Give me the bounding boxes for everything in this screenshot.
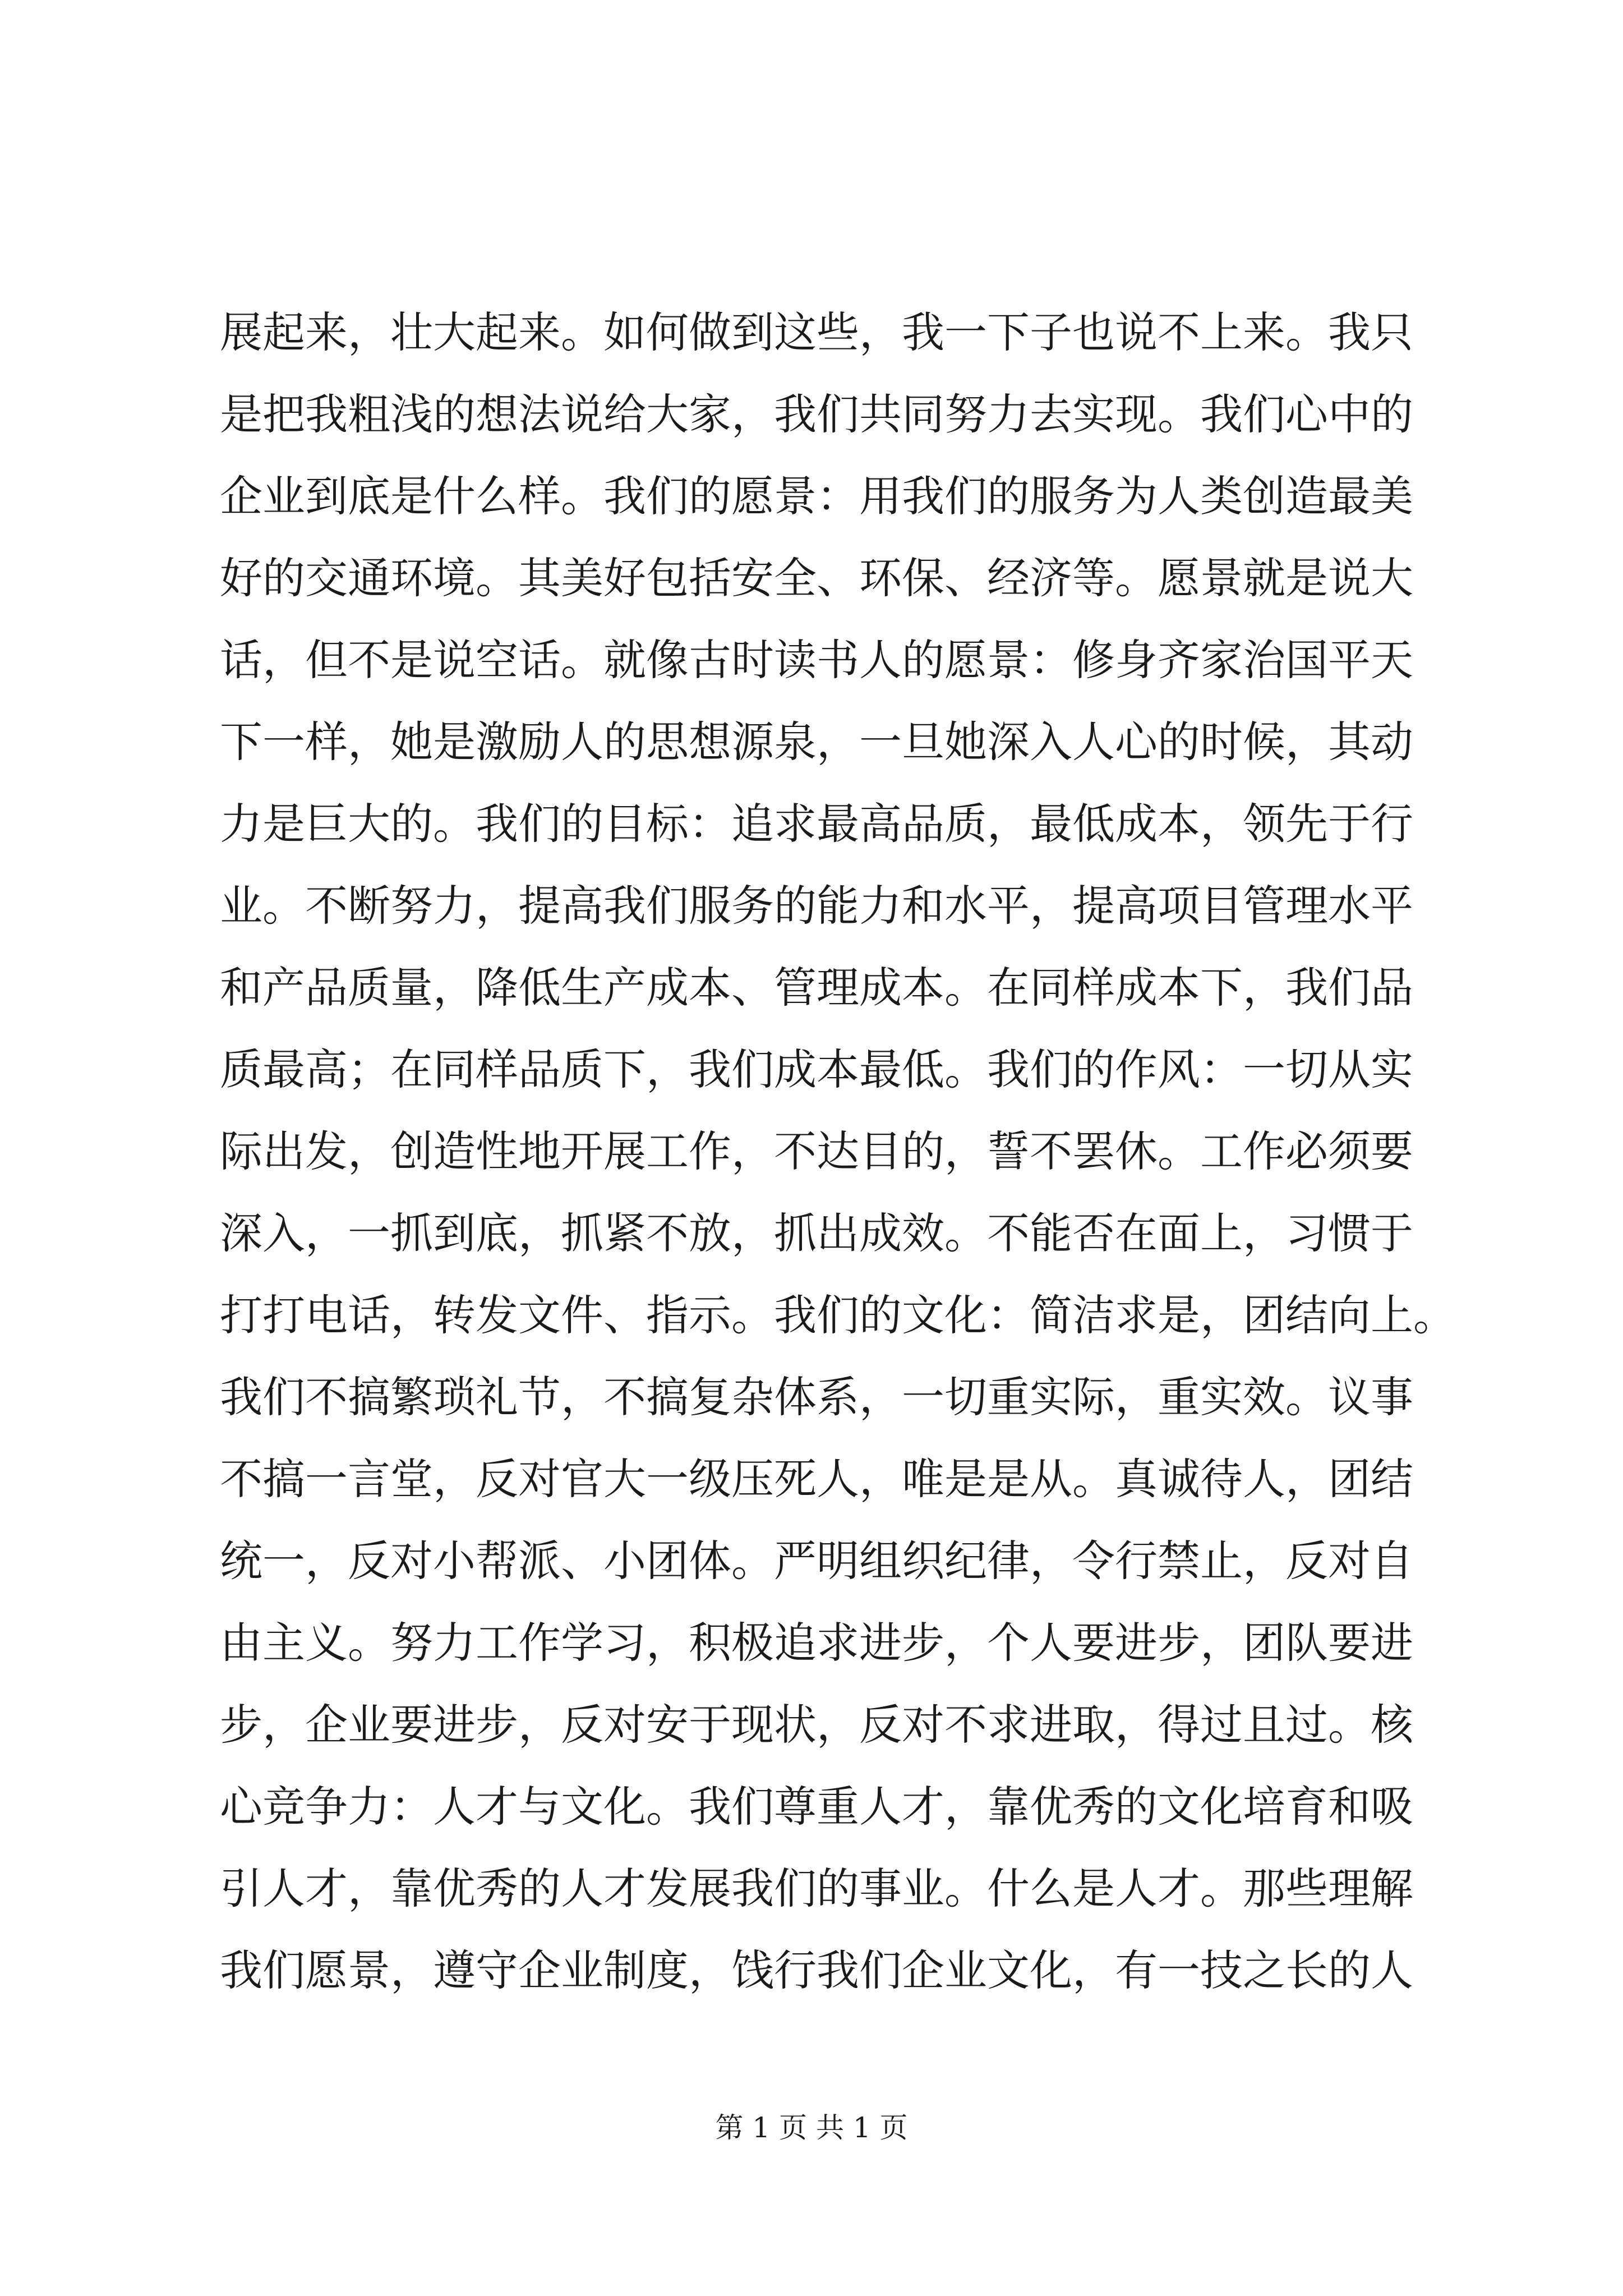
text-line: 际出发，创造性地开展工作，不达目的，誓不罢休。工作必须要 (220, 1126, 1413, 1176)
text-line: 话，但不是说空话。就像古时读书人的愿景：修身齐家治国平天 (220, 635, 1413, 685)
text-line: 引人才，靠优秀的人才发展我们的事业。什么是人才。那些理解 (220, 1864, 1413, 1913)
text-line: 由主义。努力工作学习，积极追求进步，个人要进步，团队要进 (220, 1618, 1413, 1668)
text-line: 和产品质量，降低生产成本、管理成本。在同样成本下，我们品 (220, 963, 1413, 1013)
text-line: 展起来，壮大起来。如何做到这些，我一下子也说不上来。我只 (220, 307, 1413, 357)
page-number-footer: 第 1 页 共 1 页 (715, 2111, 908, 2144)
text-line: 深入，一抓到底，抓紧不放，抓出成效。不能否在面上，习惯于 (220, 1208, 1413, 1258)
text-line: 统一，反对小帮派、小团体。严明组织纪律，令行禁止，反对自 (220, 1536, 1413, 1586)
text-line: 我们不搞繁琐礼节，不搞复杂体系，一切重实际，重实效。议事 (220, 1372, 1413, 1422)
text-line: 步，企业要进步，反对安于现状，反对不求进取，得过且过。核 (220, 1700, 1413, 1750)
text-line: 好的交通环境。其美好包括安全、环保、经济等。愿景就是说大 (220, 553, 1413, 603)
text-line: 不搞一言堂，反对官大一级压死人，唯是是从。真诚待人，团结 (220, 1454, 1413, 1504)
text-line: 是把我粗浅的想法说给大家，我们共同努力去实现。我们心中的 (220, 389, 1413, 439)
text-line: 打打电话，转发文件、指示。我们的文化：简洁求是，团结向上。 (220, 1290, 1456, 1340)
text-line: 企业到底是什么样。我们的愿景：用我们的服务为人类创造最美 (220, 471, 1413, 521)
text-line: 力是巨大的。我们的目标：追求最高品质，最低成本，领先于行 (220, 799, 1413, 849)
text-line: 业。不断努力，提高我们服务的能力和水平，提高项目管理水平 (220, 881, 1413, 931)
text-line: 质最高；在同样品质下，我们成本最低。我们的作风：一切从实 (220, 1045, 1413, 1094)
text-line: 心竞争力：人才与文化。我们尊重人才，靠优秀的文化培育和吸 (220, 1782, 1413, 1832)
text-line: 我们愿景，遵守企业制度，饯行我们企业文化，有一技之长的人 (220, 1945, 1413, 1995)
text-line: 下一样，她是激励人的思想源泉，一旦她深入人心的时候，其动 (220, 717, 1413, 767)
body-text (220, 292, 1456, 2012)
